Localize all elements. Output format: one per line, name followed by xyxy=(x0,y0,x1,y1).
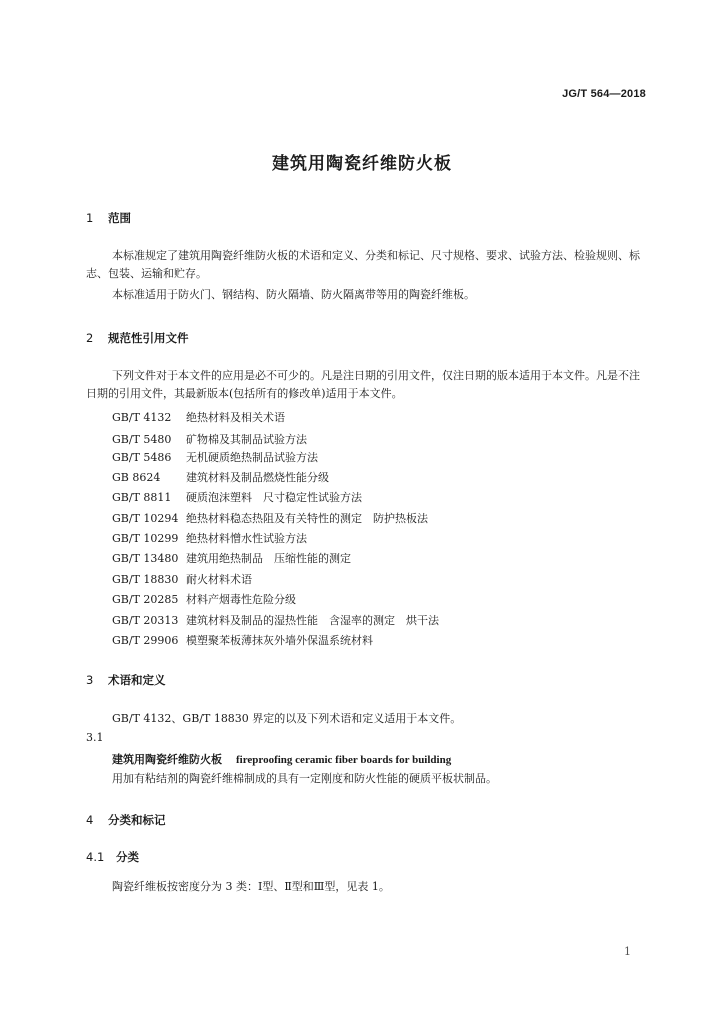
term-definition: 用加有粘结剂的陶瓷纤维棉制成的具有一定刚度和防火性能的硬质平板状制品。 xyxy=(112,772,497,785)
reference-item xyxy=(112,571,252,587)
reference-title: 绝热材料稳态热阻及有关特性的测定 防护热板法 xyxy=(186,512,428,525)
reference-title: 耐火材料术语 xyxy=(186,573,252,586)
reference-title: 建筑材料及制品的湿热性能 含湿率的测定 烘干法 xyxy=(186,614,439,627)
reference-item xyxy=(112,409,285,425)
reference-title: 绝热材料憎水性试验方法 xyxy=(186,532,307,545)
reference-code: GB/T 5486 xyxy=(112,451,172,464)
section-1-paragraph-1: 本标准规定了建筑用陶瓷纤维防火板的术语和定义、分类和标记、尺寸规格、要求、试验方法、检验规则、标志、包装、运输和贮存。 xyxy=(86,249,640,281)
section-2-intro: 下列文件对于本文件的应用是必不可少的。凡是注日期的引用文件，仅注日期的版本适用于本文件。凡是不注日期的引用文件，其最新版本(包括所有的修改单)适用于本文件。 xyxy=(86,369,640,401)
section-4-heading xyxy=(86,812,166,828)
section-1-number: 1 xyxy=(86,211,94,225)
reference-code: GB/T 4132 xyxy=(112,411,172,424)
standard-code: JG/T 564—2018 xyxy=(562,88,646,100)
term-chinese: 建筑用陶瓷纤维防火板 xyxy=(112,753,222,766)
section-1-paragraph-2: 本标准适用于防火门、钢结构、防火隔墙、防火隔离带等用的陶瓷纤维板。 xyxy=(112,288,475,301)
section-4-number: 4 xyxy=(86,813,94,827)
section-3-title: 术语和定义 xyxy=(108,673,166,687)
term-heading xyxy=(112,751,451,767)
subsection-4-1-title: 分类 xyxy=(116,850,139,864)
section-2-title: 规范性引用文件 xyxy=(108,331,189,345)
reference-item xyxy=(112,431,307,447)
reference-item xyxy=(112,530,307,546)
reference-title: 矿物棉及其制品试验方法 xyxy=(186,433,307,446)
reference-code: GB/T 29906 xyxy=(112,634,179,647)
reference-item xyxy=(112,489,362,505)
reference-title: 建筑用绝热制品 压缩性能的测定 xyxy=(186,552,351,565)
term-number: 3.1 xyxy=(86,731,104,744)
section-1-title: 范围 xyxy=(108,211,131,225)
reference-code: GB/T 13480 xyxy=(112,552,179,565)
section-3-intro: GB/T 4132、GB/T 18830 界定的以及下列术语和定义适用于本文件。 xyxy=(112,712,462,725)
reference-item xyxy=(112,591,296,607)
reference-item xyxy=(112,612,439,628)
reference-code: GB/T 10294 xyxy=(112,512,179,525)
reference-code: GB/T 8811 xyxy=(112,491,172,504)
section-1-heading xyxy=(86,210,131,226)
page-number: 1 xyxy=(624,945,631,958)
term-english: fireproofing ceramic fiber boards for building xyxy=(236,754,452,766)
reference-item xyxy=(112,449,318,465)
reference-code: GB 8624 xyxy=(112,471,161,484)
section-3-number: 3 xyxy=(86,673,94,687)
subsection-4-1-number: 4.1 xyxy=(86,850,105,864)
subsection-4-1-heading xyxy=(86,849,139,865)
reference-item xyxy=(112,469,329,485)
reference-code: GB/T 18830 xyxy=(112,573,179,586)
reference-item xyxy=(112,632,373,648)
reference-title: 无机硬质绝热制品试验方法 xyxy=(186,451,318,464)
reference-title: 建筑材料及制品燃烧性能分级 xyxy=(186,471,329,484)
reference-title: 材料产烟毒性危险分级 xyxy=(186,593,296,606)
section-4-title: 分类和标记 xyxy=(108,813,166,827)
reference-code: GB/T 20285 xyxy=(112,593,179,606)
reference-code: GB/T 10299 xyxy=(112,532,179,545)
section-2-number: 2 xyxy=(86,331,94,345)
section-3-heading xyxy=(86,672,166,688)
reference-code: GB/T 5480 xyxy=(112,433,172,446)
reference-item xyxy=(112,510,428,526)
reference-code: GB/T 20313 xyxy=(112,614,179,627)
document-title: 建筑用陶瓷纤维防火板 xyxy=(272,154,452,174)
subsection-4-1-paragraph: 陶瓷纤维板按密度分为 3 类：Ⅰ型、Ⅱ型和Ⅲ型，见表 1。 xyxy=(112,880,390,893)
reference-title: 模塑聚苯板薄抹灰外墙外保温系统材料 xyxy=(186,634,373,647)
reference-title: 绝热材料及相关术语 xyxy=(186,411,285,424)
reference-item xyxy=(112,550,351,566)
reference-title: 硬质泡沫塑料 尺寸稳定性试验方法 xyxy=(186,491,362,504)
section-2-heading xyxy=(86,330,189,346)
